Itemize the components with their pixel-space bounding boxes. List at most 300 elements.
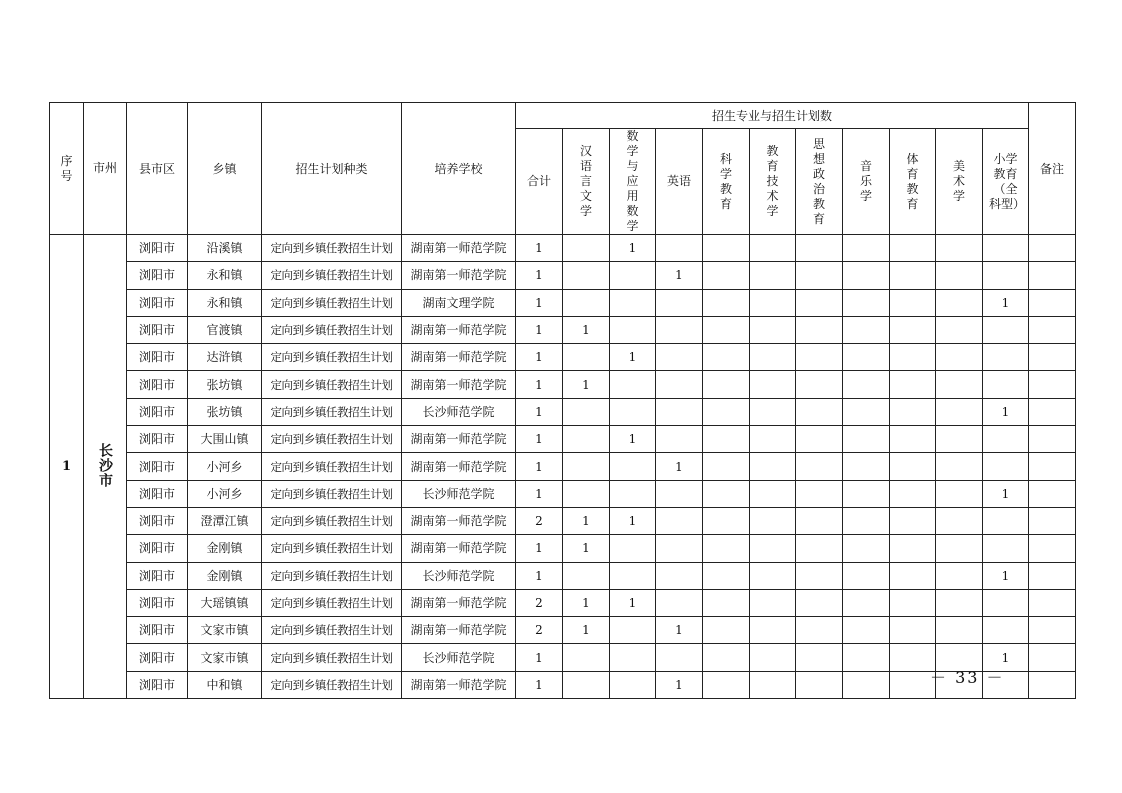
county-cell: 浏阳市 (127, 480, 188, 507)
major-count-cell (796, 426, 843, 453)
major-count-cell: 1 (563, 371, 610, 398)
major-count-cell (750, 589, 796, 616)
major-count-cell (656, 235, 703, 262)
school-cell: 长沙师范学院 (402, 480, 516, 507)
major-count-cell (796, 562, 843, 589)
major-count-cell (610, 617, 656, 644)
major-count-cell (563, 289, 610, 316)
major-count-cell (563, 671, 610, 698)
major-count-cell (936, 562, 983, 589)
plan-type-cell: 定向到乡镇任教招生计划 (262, 480, 402, 507)
major-count-cell (750, 480, 796, 507)
major-count-cell: 1 (563, 535, 610, 562)
county-cell: 浏阳市 (127, 507, 188, 534)
major-count-cell (796, 507, 843, 534)
major-count-cell (750, 289, 796, 316)
major-count-cell: 1 (516, 398, 563, 425)
town-cell: 大瑶镇镇 (188, 589, 262, 616)
major-count-cell (563, 480, 610, 507)
major-count-cell (656, 289, 703, 316)
major-count-cell (796, 671, 843, 698)
plan-type-cell: 定向到乡镇任教招生计划 (262, 453, 402, 480)
plan-type-cell: 定向到乡镇任教招生计划 (262, 589, 402, 616)
table-row (50, 262, 1076, 289)
major-count-cell (843, 535, 890, 562)
major-count-cell (750, 535, 796, 562)
major-count-cell (796, 398, 843, 425)
county-cell: 浏阳市 (127, 453, 188, 480)
major-count-cell (936, 426, 983, 453)
major-count-cell (843, 480, 890, 507)
major-count-cell (656, 371, 703, 398)
plan-type-cell: 定向到乡镇任教招生计划 (262, 235, 402, 262)
table-row (50, 480, 1076, 507)
major-count-cell: 1 (983, 644, 1029, 671)
plan-type-cell: 定向到乡镇任教招生计划 (262, 398, 402, 425)
table-row (50, 589, 1076, 616)
major-count-cell (890, 507, 936, 534)
major-count-cell (890, 235, 936, 262)
header-major: 科学教育 (703, 129, 750, 235)
header-major: 教育技术学 (750, 129, 796, 235)
major-count-cell (890, 535, 936, 562)
major-count-cell (563, 562, 610, 589)
remark-cell (1029, 371, 1076, 398)
major-count-cell: 1 (983, 398, 1029, 425)
major-count-cell (843, 289, 890, 316)
major-count-cell (750, 644, 796, 671)
major-count-cell (703, 344, 750, 371)
major-count-cell (890, 316, 936, 343)
school-cell: 湖南文理学院 (402, 289, 516, 316)
table-row (50, 535, 1076, 562)
major-count-cell: 1 (983, 289, 1029, 316)
major-count-cell (610, 262, 656, 289)
major-count-cell (843, 398, 890, 425)
major-count-cell (750, 344, 796, 371)
major-count-cell (703, 507, 750, 534)
remark-cell (1029, 507, 1076, 534)
major-count-cell (890, 262, 936, 289)
major-count-cell (843, 617, 890, 644)
major-count-cell (936, 589, 983, 616)
major-count-cell (890, 589, 936, 616)
major-count-cell (703, 535, 750, 562)
major-count-cell (890, 562, 936, 589)
table-row (50, 371, 1076, 398)
major-count-cell (983, 617, 1029, 644)
school-cell: 长沙师范学院 (402, 644, 516, 671)
major-count-cell: 1 (656, 453, 703, 480)
major-count-cell (610, 535, 656, 562)
major-count-cell (796, 644, 843, 671)
group-city-label: 长沙市 (97, 442, 113, 488)
major-count-cell (703, 671, 750, 698)
remark-cell (1029, 426, 1076, 453)
school-cell: 湖南第一师范学院 (402, 344, 516, 371)
school-cell: 长沙师范学院 (402, 562, 516, 589)
county-cell: 浏阳市 (127, 644, 188, 671)
major-count-cell: 1 (516, 453, 563, 480)
major-count-cell (750, 426, 796, 453)
school-cell: 湖南第一师范学院 (402, 535, 516, 562)
major-count-cell (656, 589, 703, 616)
plan-type-cell: 定向到乡镇任教招生计划 (262, 507, 402, 534)
major-count-cell (610, 371, 656, 398)
remark-cell (1029, 589, 1076, 616)
major-count-cell: 1 (516, 480, 563, 507)
major-count-cell (610, 289, 656, 316)
major-count-cell (936, 289, 983, 316)
major-count-cell (703, 316, 750, 343)
major-count-cell (703, 289, 750, 316)
major-count-cell (843, 371, 890, 398)
major-count-cell (843, 507, 890, 534)
remark-cell (1029, 398, 1076, 425)
major-count-cell (750, 398, 796, 425)
town-cell: 永和镇 (188, 289, 262, 316)
town-cell: 小河乡 (188, 480, 262, 507)
major-count-cell (936, 617, 983, 644)
major-count-cell (936, 371, 983, 398)
town-cell: 澄潭江镇 (188, 507, 262, 534)
school-cell: 湖南第一师范学院 (402, 426, 516, 453)
header-town: 乡镇 (188, 103, 262, 235)
header-city: 市州 (84, 103, 127, 235)
table-body (50, 235, 1076, 699)
enrollment-plan-table (49, 102, 1076, 699)
school-cell: 湖南第一师范学院 (402, 453, 516, 480)
major-count-cell (656, 644, 703, 671)
town-cell: 小河乡 (188, 453, 262, 480)
major-count-cell: 1 (516, 562, 563, 589)
major-count-cell (936, 507, 983, 534)
major-count-cell (703, 644, 750, 671)
plan-type-cell: 定向到乡镇任教招生计划 (262, 644, 402, 671)
major-count-cell (703, 262, 750, 289)
major-count-cell (983, 507, 1029, 534)
table-row (50, 453, 1076, 480)
town-cell: 张坊镇 (188, 371, 262, 398)
major-count-cell (983, 316, 1029, 343)
major-count-cell: 1 (516, 644, 563, 671)
major-count-cell (656, 535, 703, 562)
table-row (50, 562, 1076, 589)
school-cell: 湖南第一师范学院 (402, 371, 516, 398)
major-count-cell (610, 671, 656, 698)
remark-cell (1029, 289, 1076, 316)
table-row (50, 507, 1076, 534)
county-cell: 浏阳市 (127, 589, 188, 616)
major-count-cell (656, 562, 703, 589)
major-count-cell (890, 371, 936, 398)
remark-cell (1029, 235, 1076, 262)
major-count-cell (843, 589, 890, 616)
major-count-cell (563, 453, 610, 480)
major-count-cell (890, 644, 936, 671)
major-count-cell (796, 453, 843, 480)
county-cell: 浏阳市 (127, 235, 188, 262)
major-count-cell (983, 371, 1029, 398)
major-count-cell (890, 426, 936, 453)
table-row (50, 426, 1076, 453)
table-row (50, 398, 1076, 425)
remark-cell (1029, 316, 1076, 343)
group-seq-cell: 1 (50, 235, 84, 699)
table-row (50, 344, 1076, 371)
major-count-cell: 1 (656, 262, 703, 289)
major-count-cell (936, 262, 983, 289)
major-count-cell (610, 480, 656, 507)
school-cell: 湖南第一师范学院 (402, 235, 516, 262)
plan-type-cell: 定向到乡镇任教招生计划 (262, 535, 402, 562)
county-cell: 浏阳市 (127, 671, 188, 698)
header-majors-group: 招生专业与招生计划数 (516, 103, 1029, 129)
plan-type-cell: 定向到乡镇任教招生计划 (262, 671, 402, 698)
group-city-cell (84, 235, 127, 699)
header-seq: 序号 (50, 103, 84, 235)
major-count-cell (796, 344, 843, 371)
header-major: 体育教育 (890, 129, 936, 235)
remark-cell (1029, 453, 1076, 480)
town-cell: 大围山镇 (188, 426, 262, 453)
major-count-cell (796, 617, 843, 644)
remark-cell (1029, 562, 1076, 589)
major-count-cell: 1 (516, 316, 563, 343)
plan-type-cell: 定向到乡镇任教招生计划 (262, 426, 402, 453)
major-count-cell (563, 344, 610, 371)
major-count-cell (936, 398, 983, 425)
major-count-cell (843, 262, 890, 289)
major-count-cell (796, 535, 843, 562)
town-cell: 金刚镇 (188, 535, 262, 562)
remark-cell (1029, 535, 1076, 562)
town-cell: 文家市镇 (188, 644, 262, 671)
major-count-cell (796, 235, 843, 262)
table-row (50, 617, 1076, 644)
major-count-cell (750, 562, 796, 589)
major-count-cell (563, 262, 610, 289)
town-cell: 达浒镇 (188, 344, 262, 371)
major-count-cell (610, 398, 656, 425)
header-plan-type: 招生计划种类 (262, 103, 402, 235)
major-count-cell: 1 (563, 507, 610, 534)
major-count-cell (703, 426, 750, 453)
major-count-cell (656, 480, 703, 507)
major-count-cell (936, 453, 983, 480)
major-count-cell: 2 (516, 617, 563, 644)
major-count-cell (750, 453, 796, 480)
enrollment-plan-sheet (49, 102, 1076, 699)
header-major: 思想政治教育 (796, 129, 843, 235)
major-count-cell (843, 344, 890, 371)
major-count-cell: 1 (610, 344, 656, 371)
major-count-cell (750, 235, 796, 262)
town-cell: 金刚镇 (188, 562, 262, 589)
remark-cell (1029, 644, 1076, 671)
major-count-cell: 1 (516, 344, 563, 371)
plan-type-cell: 定向到乡镇任教招生计划 (262, 289, 402, 316)
major-count-cell: 1 (563, 316, 610, 343)
major-count-cell (983, 262, 1029, 289)
major-count-cell: 1 (610, 426, 656, 453)
major-count-cell: 1 (610, 235, 656, 262)
header-major: 合计 (516, 129, 563, 235)
major-count-cell (610, 562, 656, 589)
major-count-cell: 1 (516, 671, 563, 698)
major-count-cell (750, 371, 796, 398)
major-count-cell: 1 (656, 671, 703, 698)
major-count-cell (983, 235, 1029, 262)
major-count-cell (936, 235, 983, 262)
header-major: 英语 (656, 129, 703, 235)
header-major: 音乐学 (843, 129, 890, 235)
plan-type-cell: 定向到乡镇任教招生计划 (262, 371, 402, 398)
county-cell: 浏阳市 (127, 371, 188, 398)
major-count-cell (796, 262, 843, 289)
table-row (50, 289, 1076, 316)
major-count-cell (703, 617, 750, 644)
major-count-cell: 1 (983, 480, 1029, 507)
major-count-cell (843, 562, 890, 589)
town-cell: 沿溪镇 (188, 235, 262, 262)
major-count-cell: 2 (516, 507, 563, 534)
major-count-cell (656, 507, 703, 534)
major-count-cell (610, 453, 656, 480)
header-remark: 备注 (1029, 103, 1076, 235)
county-cell: 浏阳市 (127, 562, 188, 589)
major-count-cell (890, 289, 936, 316)
header-county: 县市区 (127, 103, 188, 235)
major-count-cell (703, 480, 750, 507)
major-count-cell: 1 (516, 289, 563, 316)
major-count-cell: 1 (563, 589, 610, 616)
county-cell: 浏阳市 (127, 398, 188, 425)
major-count-cell (610, 316, 656, 343)
school-cell: 湖南第一师范学院 (402, 262, 516, 289)
major-count-cell (656, 398, 703, 425)
major-count-cell (563, 426, 610, 453)
header-major: 数学与应用数学 (610, 129, 656, 235)
major-count-cell: 1 (516, 371, 563, 398)
major-count-cell (610, 644, 656, 671)
major-count-cell (890, 480, 936, 507)
remark-cell (1029, 617, 1076, 644)
major-count-cell (563, 235, 610, 262)
major-count-cell: 1 (516, 426, 563, 453)
major-count-cell (983, 453, 1029, 480)
major-count-cell (890, 398, 936, 425)
header-major: 汉语言文学 (563, 129, 610, 235)
major-count-cell (843, 644, 890, 671)
major-count-cell (843, 426, 890, 453)
county-cell: 浏阳市 (127, 535, 188, 562)
remark-cell (1029, 671, 1076, 698)
major-count-cell (703, 235, 750, 262)
major-count-cell (890, 344, 936, 371)
major-count-cell (703, 453, 750, 480)
town-cell: 张坊镇 (188, 398, 262, 425)
major-count-cell: 1 (516, 235, 563, 262)
major-count-cell (796, 480, 843, 507)
county-cell: 浏阳市 (127, 426, 188, 453)
remark-cell (1029, 344, 1076, 371)
major-count-cell (656, 316, 703, 343)
school-cell: 湖南第一师范学院 (402, 671, 516, 698)
major-count-cell (890, 453, 936, 480)
town-cell: 文家市镇 (188, 617, 262, 644)
major-count-cell (936, 480, 983, 507)
major-count-cell (796, 371, 843, 398)
major-count-cell (936, 535, 983, 562)
county-cell: 浏阳市 (127, 262, 188, 289)
major-count-cell: 1 (983, 562, 1029, 589)
major-count-cell (750, 507, 796, 534)
table-row (50, 671, 1076, 698)
major-count-cell: 1 (610, 507, 656, 534)
major-count-cell: 1 (516, 535, 563, 562)
county-cell: 浏阳市 (127, 316, 188, 343)
major-count-cell (750, 617, 796, 644)
plan-type-cell: 定向到乡镇任教招生计划 (262, 344, 402, 371)
major-count-cell (656, 344, 703, 371)
major-count-cell (656, 426, 703, 453)
town-cell: 永和镇 (188, 262, 262, 289)
major-count-cell (563, 398, 610, 425)
major-count-cell (796, 316, 843, 343)
major-count-cell (936, 316, 983, 343)
major-count-cell (843, 316, 890, 343)
major-count-cell: 1 (610, 589, 656, 616)
plan-type-cell: 定向到乡镇任教招生计划 (262, 617, 402, 644)
plan-type-cell: 定向到乡镇任教招生计划 (262, 262, 402, 289)
major-count-cell (890, 617, 936, 644)
school-cell: 长沙师范学院 (402, 398, 516, 425)
major-count-cell (750, 671, 796, 698)
major-count-cell (703, 398, 750, 425)
plan-type-cell: 定向到乡镇任教招生计划 (262, 316, 402, 343)
major-count-cell (750, 316, 796, 343)
major-count-cell (843, 453, 890, 480)
major-count-cell (796, 289, 843, 316)
major-count-cell (936, 344, 983, 371)
major-count-cell (983, 535, 1029, 562)
major-count-cell: 2 (516, 589, 563, 616)
major-count-cell (843, 235, 890, 262)
major-count-cell (750, 262, 796, 289)
major-count-cell: 1 (563, 617, 610, 644)
school-cell: 湖南第一师范学院 (402, 589, 516, 616)
major-count-cell (890, 671, 936, 698)
major-count-cell (703, 371, 750, 398)
major-count-cell (983, 426, 1029, 453)
plan-type-cell: 定向到乡镇任教招生计划 (262, 562, 402, 589)
major-count-cell (796, 589, 843, 616)
major-count-cell: 1 (516, 262, 563, 289)
table-row (50, 644, 1076, 671)
county-cell: 浏阳市 (127, 289, 188, 316)
county-cell: 浏阳市 (127, 617, 188, 644)
remark-cell (1029, 480, 1076, 507)
page-number: － 33 － (930, 668, 1005, 687)
header-major: 小学教育（全科型） (983, 129, 1029, 235)
major-count-cell (703, 589, 750, 616)
table-row (50, 316, 1076, 343)
table-row (50, 235, 1076, 262)
header-school: 培养学校 (402, 103, 516, 235)
school-cell: 湖南第一师范学院 (402, 507, 516, 534)
county-cell: 浏阳市 (127, 344, 188, 371)
